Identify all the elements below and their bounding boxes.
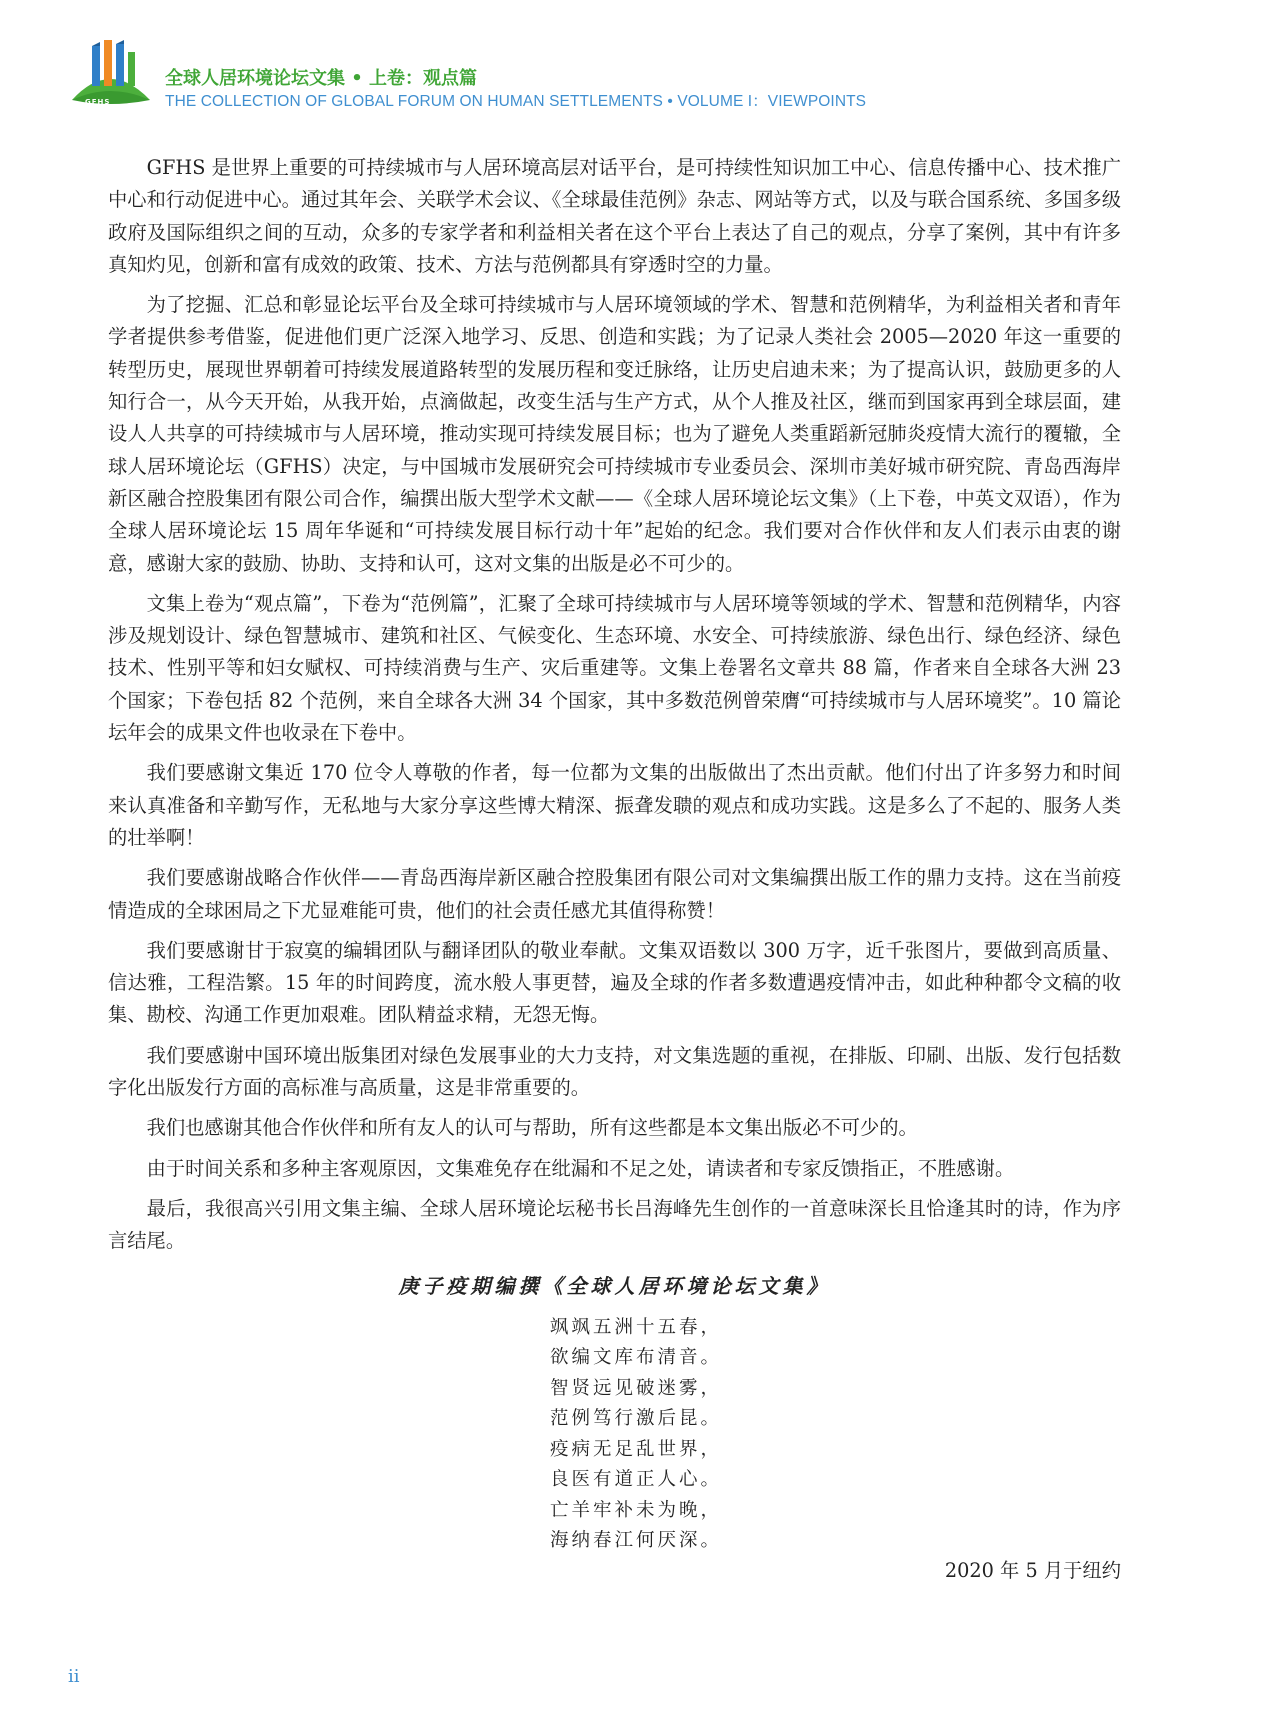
- paragraph: 我们要感谢中国环境出版集团对绿色发展事业的大力支持，对文集选题的重视，在排版、印刷、出版、发行包括数字化出版发行方面的高标准与高质量，这是非常重要的。: [108, 1043, 1121, 1100]
- poem-line: 飒飒五洲十五春，: [550, 1316, 723, 1338]
- preface-body: [108, 152, 1121, 1587]
- poem: [550, 1313, 1121, 1557]
- poem-line: 欲编文库布清音。: [550, 1347, 723, 1368]
- poem-line: 海纳春江何厌深。: [550, 1530, 723, 1551]
- paragraph: 我们要感谢战略合作伙伴——青岛西海岸新区融合控股集团有限公司对文集编撰出版工作的鼎力支持。这在当前疫情造成的全球困局之下尤显难能可贵，他们的社会责任感尤其值得称赞！: [108, 866, 1121, 922]
- poem-line: 良医有道正人心。: [550, 1469, 723, 1490]
- gfhs-logo-icon: [70, 38, 152, 110]
- page-number: ii: [68, 1666, 80, 1687]
- paragraph: 我们要感谢甘于寂寞的编辑团队与翻译团队的敬业奉献。文集双语数以 300 万字，近千张图片，要做到高质量、信达雅，工程浩繁。15 年的时间跨度，流水般人事更替，遍及全球的作者多数遭遇疫情冲击，如此种种都令文稿的收集、勘校、沟通工作更加艰难。团队精益求精，无怨无悔。: [108, 938, 1121, 1027]
- paragraph: 为了挖掘、汇总和彰显论坛平台及全球可持续城市与人居环境领域的学术、智慧和范例精华，为利益相关者和青年学者提供参考借鉴，促进他们更广泛深入地学习、反思、创造和实践；为了记录人类社会 2005—2020 年这一重要的转型历史，展现世界朝着可持续发展道路转型的发展历程和变迁脉络，让历史启迪未来；为了提高认识，鼓励更多的人知行合一，从今天开始，从我开始，点滴做起，改变生活与生产方式，从个人推及社区，继而到国家再到全球层面，建设人人共享的可持续城市与人居环境，推动实现可持续发展目标；也为了避免人类重蹈新冠肺炎疫情大流行的覆辙，全球人居环境论坛（GFHS）决定，与中国城市发展研究会可持续城市专业委员会、深圳市美好城市研究院、青岛西海岸新区融合控股集团有限公司合作，编撰出版大型学术文献——《全球人居环境论坛文集》（上下卷，中英文双语），作为全球人居环境论坛 15 周年华诞和“可持续发展目标行动十年”起始的纪念。我们要对合作伙伴和友人们表示由衷的谢意，感谢大家的鼓励、协助、支持和认可，这对文集的出版是必不可少的。: [108, 293, 1121, 575]
- paragraph: 我们也感谢其他合作伙伴和所有友人的认可与帮助，所有这些都是本文集出版必不可少的。: [146, 1116, 918, 1140]
- logo-text: GFHS: [85, 98, 111, 106]
- poem-line: 疫病无足乱世界，: [550, 1438, 723, 1460]
- header-title-en: THE COLLECTION OF GLOBAL FORUM ON HUMAN SETTLEMENTS • VOLUME I：VIEWPOINTS: [165, 93, 867, 110]
- paragraph: 我们要感谢文集近 170 位令人尊敬的作者，每一位都为文集的出版做出了杰出贡献。他们付出了许多努力和时间来认真准备和辛勤写作，无私地与大家分享这些博大精深、振聋发聩的观点和成功实践。这是多么了不起的、服务人类的壮举啊！: [108, 761, 1121, 849]
- paragraph: 最后，我很高兴引用文集主编、全球人居环境论坛秘书长吕海峰先生创作的一首意味深长且恰逢其时的诗，作为序言结尾。: [108, 1196, 1121, 1253]
- poem-title: 庚子疫期编撰《全球人居环境论坛文集》: [398, 1273, 831, 1298]
- poem-line: 亡羊牢补未为晚，: [550, 1499, 723, 1521]
- paragraph: GFHS 是世界上重要的可持续城市与人居环境高层对话平台，是可持续性知识加工中心、信息传播中心、技术推广中心和行动促进中心。通过其年会、关联学术会议、《全球最佳范例》杂志、网站等方式，以及与联合国系统、多国多级政府及国际组织之间的互动，众多的专家学者和利益相关者在这个平台上表达了自己的观点，分享了案例，其中有许多真知灼见，创新和富有成效的政策、技术、方法与范例都具有穿透时空的力量。: [108, 156, 1121, 276]
- poem-line: 范例笃行激后昆。: [550, 1408, 723, 1429]
- paragraph: 由于时间关系和多种主客观原因，文集难免存在纰漏和不足之处，请读者和专家反馈指正，不胜感谢。: [146, 1156, 1015, 1180]
- signature-date: 2020 年 5 月于纽约: [944, 1558, 1121, 1582]
- gfhs-logo: [70, 38, 152, 110]
- paragraph: 文集上卷为“观点篇”，下卷为“范例篇”，汇聚了全球可持续城市与人居环境等领域的学术、智慧和范例精华，内容涉及规划设计、绿色智慧城市、建筑和社区、气候变化、生态环境、水安全、可持续旅游、绿色出行、绿色经济、绿色技术、性别平等和妇女赋权、可持续消费与生产、灾后重建等。文集上卷署名文章共 88 篇，作者来自全球各大洲 23 个国家；下卷包括 82 个范例，来自全球各大洲 34 个国家，其中多数范例曾荣膺“可持续城市与人居环境奖”。10 篇论坛年会的成果文件也收录在下卷中。: [108, 591, 1121, 745]
- header-title-cn: 全球人居环境论坛文集 • 上卷：观点篇: [165, 68, 478, 89]
- poem-line: 智贤远见破迷雾，: [550, 1377, 723, 1399]
- page-header: [70, 38, 1190, 118]
